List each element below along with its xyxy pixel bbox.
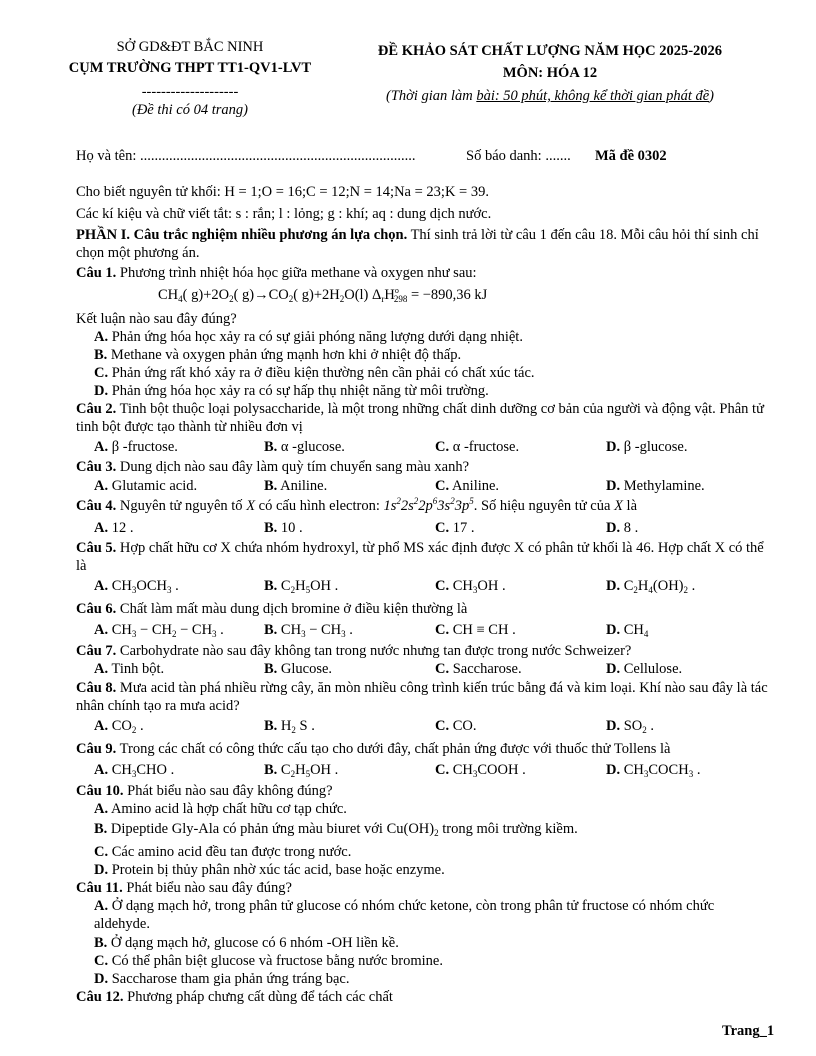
q5-option-c: C. $CH_3OH$ .	[435, 578, 506, 595]
q7-option-d	[606, 660, 682, 678]
q11-stem	[76, 879, 766, 897]
q7-option-a	[94, 660, 164, 678]
option-letter: D.	[94, 383, 109, 399]
option-text: Protein bị thủy phân nhờ xúc tác acid, base hoặc enzyme.	[111, 862, 445, 878]
q7-label: Câu 7.	[76, 643, 117, 659]
option-letter: D.	[94, 862, 109, 878]
option-text: Ở dạng mạch hở, trong phân tử glucose có nhóm chức ketone, còn trong phân tử fructose có nhóm chức aldehyde.	[94, 898, 715, 932]
part1-title: PHẦN I. Câu trắc nghiệm nhiều phương án lựa chọn.	[76, 227, 408, 243]
part1-heading	[76, 226, 776, 262]
q11-label: Câu 11.	[76, 880, 123, 896]
header-divider: --------------------	[141, 84, 239, 100]
option-text: Methane và oxygen phản ứng mạnh hơn khi ở nhiệt độ thấp.	[110, 347, 462, 363]
option-letter: C.	[435, 520, 450, 536]
option-text: Glutamic acid.	[111, 478, 198, 494]
exam-code: Mã đề 0302	[595, 148, 667, 164]
department-name: SỞ GD&ĐT BẮC NINH	[116, 39, 264, 55]
option-letter: A.	[94, 439, 109, 455]
option-text: β -glucose.	[623, 439, 688, 455]
time-suffix: )	[709, 88, 715, 104]
q11-option-c	[94, 952, 443, 970]
option-letter: C.	[94, 365, 109, 381]
q1-stem	[76, 264, 766, 282]
q1-option-a	[94, 328, 523, 346]
option-letter: D.	[606, 762, 621, 778]
q7-option-c	[435, 660, 522, 678]
option-letter: B.	[94, 821, 108, 837]
q7-text: Carbohydrate nào sau đây không tan trong nước nhưng tan được trong nước Schweizer?	[116, 643, 632, 659]
atomic-mass-values: H = 1;O = 16;C = 12;N = 14;Na = 23;K = 39	[224, 184, 486, 200]
q3-option-c	[435, 477, 499, 495]
q3-option-a	[94, 477, 197, 495]
option-text: Tinh bột.	[111, 661, 165, 677]
option-text: 17 .	[452, 520, 475, 536]
option-letter: B.	[94, 347, 108, 363]
q4-label: Câu 4.	[76, 498, 117, 514]
q10-option-d	[94, 861, 445, 879]
q3-option-d	[606, 477, 705, 495]
q1-equation: $CH_4$( $g)+2O_2$( $g)\to CO_2$( $g)+2H_2O(l)$ $\Delta_rH^o_{298} = -890,36$ kJ	[158, 286, 488, 304]
q6-label: Câu 6.	[76, 601, 117, 617]
q2-option-a	[94, 438, 178, 456]
page-count-note: (Đề thi có 04 trang)	[132, 102, 248, 118]
time-underlined: bài: 50 phút, không kể thời gian phát đề	[476, 88, 710, 104]
q11-option-a	[94, 897, 764, 933]
q11-option-d	[94, 970, 350, 988]
option-letter: C.	[435, 622, 450, 638]
option-text: Phản ứng rất khó xảy ra ở điều kiện thường nên cần phải có chất xúc tác.	[111, 365, 535, 381]
option-letter: A.	[94, 898, 109, 914]
q9-option-b: B. $C_2H_5OH$ .	[264, 762, 339, 779]
option-letter: D.	[606, 661, 621, 677]
q4-text-d: là	[622, 498, 638, 514]
option-letter: B.	[264, 622, 278, 638]
q10-label: Câu 10.	[76, 783, 124, 799]
q12-stem	[76, 988, 766, 1006]
option-letter: B.	[264, 578, 278, 594]
q9-option-a: A. $CH_3CHO$ .	[94, 762, 175, 779]
q3-label: Câu 3.	[76, 459, 117, 475]
option-text: Có thể phân biệt glucose và fructose bằng nước bromine.	[111, 953, 443, 969]
q8-stem	[76, 679, 776, 715]
option-letter: D.	[606, 622, 621, 638]
option-text: Saccharose.	[452, 661, 522, 677]
q5-label: Câu 5.	[76, 540, 117, 556]
q1-option-b	[94, 346, 461, 364]
q4-option-c	[435, 519, 474, 537]
q1-text: Phương trình nhiệt hóa học giữa methane và oxygen như sau:	[116, 265, 477, 281]
option-text: Methylamine.	[623, 478, 705, 494]
option-letter: C.	[435, 439, 450, 455]
option-letter: D.	[94, 971, 109, 987]
q7-option-b	[264, 660, 332, 678]
q1-option-d	[94, 382, 489, 400]
option-letter: D.	[606, 578, 621, 594]
option-letter: D.	[606, 478, 621, 494]
option-letter: B.	[264, 718, 278, 734]
q8-option-b: B. $H_2$ S .	[264, 718, 315, 735]
q6-stem	[76, 600, 766, 618]
q10-option-a	[94, 800, 347, 818]
q8-option-c: C. CO.	[435, 718, 477, 734]
option-text: 10 .	[280, 520, 303, 536]
q4-option-d	[606, 519, 638, 537]
q10-option-c	[94, 843, 351, 861]
q9-option-c: C. $CH_3COOH$ .	[435, 762, 526, 779]
option-letter: A.	[94, 520, 109, 536]
q2-option-d	[606, 438, 687, 456]
school-name: CỤM TRƯỜNG THPT TT1-QV1-LVT	[68, 60, 312, 76]
q8-option-a: A. $CO_2$ .	[94, 718, 144, 735]
exam-title: ĐỀ KHẢO SÁT CHẤT LƯỢNG NĂM HỌC 2025-2026	[377, 43, 723, 59]
q1-enthalpy-value: −890,36 kJ	[422, 287, 488, 303]
option-letter: A.	[94, 329, 109, 345]
q3-text: Dung dịch nào sau đây làm quỳ tím chuyển sang màu xanh?	[116, 459, 470, 475]
q9-label: Câu 9.	[76, 741, 117, 757]
option-text: Phản ứng hóa học xảy ra có sự hấp thụ nhiệt năng từ môi trường.	[111, 383, 489, 399]
option-text: Phản ứng hóa học xảy ra có sự giải phóng năng lượng dưới dạng nhiệt.	[111, 329, 523, 345]
option-letter: D.	[606, 718, 621, 734]
option-letter: B.	[264, 439, 278, 455]
student-name-field: Họ và tên: ............................................................................	[76, 148, 416, 164]
option-text: 8 .	[623, 520, 639, 536]
part1-instruction: Thí sinh trả lời từ câu 1 đến câu 18. Mỗi câu hỏi thí sinh chỉ chọn một phương án.	[76, 227, 759, 261]
q6-option-b: B. $CH_3 - CH_3$ .	[264, 622, 353, 639]
option-text: Aniline.	[451, 478, 500, 494]
q4-stem: Câu 4. Nguyên tử nguyên tố X có cấu hình electron: $1s^22s^22p^63s^23p^5$. Số hiệu nguyên tử của X là	[76, 496, 638, 514]
symbols-line: Các kí kiệu và chữ viết tắt: s : rắn; l : lỏng; g : khí; aq : dung dịch nước.	[76, 206, 492, 222]
q5-option-b: B. $C_2H_5OH$ .	[264, 578, 339, 595]
q9-text: Trong các chất có công thức cấu tạo cho dưới đây, chất phản ứng được với thuốc thử Tollens là	[116, 741, 671, 757]
option-letter: A.	[94, 801, 109, 817]
atomic-mass-line: Cho biết nguyên tử khối: H = 1;O = 16;C = 12;N = 14;Na = 23;K = 39.	[76, 184, 489, 200]
q3-stem	[76, 458, 766, 476]
page-number: Trang_1	[722, 1023, 775, 1039]
option-letter: B.	[264, 478, 278, 494]
subject-title: MÔN: HÓA 12	[502, 65, 598, 81]
q1-label: Câu 1.	[76, 265, 117, 281]
q10-option-b: B. Dipeptide Gly-Ala có phản ứng màu biuret với $Cu(OH)_2$ trong môi trường kiềm.	[94, 821, 578, 838]
q5-option-a: A. $CH_3OCH_3$ .	[94, 578, 179, 595]
q9-option-d: D. $CH_3COCH_3$ .	[606, 762, 701, 779]
option-letter: C.	[94, 953, 109, 969]
option-text: Ở dạng mạch hở, glucose có 6 nhóm -OH liền kề.	[110, 935, 399, 951]
q4-electron-config: $1s^22s^22p^63s^23p^5$	[383, 496, 474, 514]
q12-text: Phương pháp chưng cất dùng để tách các chất	[123, 989, 393, 1005]
option-letter: A.	[94, 718, 109, 734]
option-letter: A.	[94, 762, 109, 778]
q9-stem	[76, 740, 766, 758]
q4-option-a	[94, 519, 133, 537]
q11-option-b	[94, 934, 399, 952]
q6-option-a: A. $CH_3 - CH_2 - CH_3$ .	[94, 622, 224, 639]
option-text: β -fructose.	[111, 439, 178, 455]
option-letter: A.	[94, 622, 109, 638]
q4-text-a: Nguyên tử nguyên tố	[116, 498, 247, 514]
q1-option-c	[94, 364, 535, 382]
option-letter: D.	[606, 520, 621, 536]
option-text: 12 .	[111, 520, 134, 536]
q2-text: Tinh bột thuộc loại polysaccharide, là một trong những chất dinh dưỡng cơ bản của người và động vật. Phân tử tinh bột được tạo thành từ nhiều đơn vị	[76, 401, 764, 435]
option-letter: C.	[435, 478, 450, 494]
q6-option-d: D. $CH_4$	[606, 622, 649, 639]
option-letter: B.	[264, 762, 278, 778]
q6-text: Chất làm mất màu dung dịch bromine ở điều kiện thường là	[116, 601, 468, 617]
q4-text-b: có cấu hình electron:	[255, 498, 384, 514]
option-letter: B.	[264, 520, 278, 536]
q2-label: Câu 2.	[76, 401, 117, 417]
q2-option-b	[264, 438, 345, 456]
q5-option-d: D. $C_2H_4(OH)_2$ .	[606, 578, 696, 595]
option-text: Amino acid là hợp chất hữu cơ tạp chức.	[110, 801, 347, 817]
q11-text: Phát biểu nào sau đây đúng?	[122, 880, 292, 896]
option-text: Glucose.	[280, 661, 333, 677]
q2-stem	[76, 400, 776, 436]
q4-option-b	[264, 519, 303, 537]
q8-option-d: D. $SO_2$ .	[606, 718, 655, 735]
option-letter: B.	[264, 661, 278, 677]
q10-stem	[76, 782, 766, 800]
option-letter: C.	[435, 718, 450, 734]
q8-label: Câu 8.	[76, 680, 117, 696]
option-letter: C.	[94, 844, 109, 860]
option-text: Aniline.	[280, 478, 328, 494]
q4-text-c: . Số hiệu nguyên tử của	[473, 498, 615, 514]
option-text: Các amino acid đều tan được trong nước.	[111, 844, 352, 860]
time-prefix: (Thời gian làm	[385, 88, 477, 104]
q8-text: Mưa acid tàn phá nhiều rừng cây, ăn mòn nhiều công trình kiến trúc bằng đá và kim loại. Khí nào sau đây là tác nhân chính tạo ra mưa acid?	[76, 680, 768, 714]
time-note	[330, 87, 770, 105]
option-letter: A.	[94, 578, 109, 594]
q5-stem	[76, 539, 776, 575]
option-letter: A.	[94, 661, 109, 677]
student-id-field: Số báo danh: .......	[466, 148, 571, 164]
option-text: Dipeptide Gly-Ala có phản ứng màu biuret với	[110, 821, 387, 837]
atomic-mass-prefix: Cho biết nguyên tử khối:	[76, 184, 225, 200]
option-letter: C.	[435, 762, 450, 778]
option-text: α -glucose.	[280, 439, 345, 455]
option-text: α -fructose.	[452, 439, 520, 455]
q3-option-b	[264, 477, 327, 495]
q1-follow: Kết luận nào sau đây đúng?	[76, 311, 237, 327]
option-letter: D.	[606, 439, 621, 455]
q12-label: Câu 12.	[76, 989, 124, 1005]
option-text-post: trong môi trường kiềm.	[438, 821, 578, 837]
q6-option-c: C. CH ≡ CH .	[435, 622, 516, 638]
option-letter: C.	[435, 661, 450, 677]
option-text: Saccharose tham gia phản ứng tráng bạc.	[111, 971, 350, 987]
option-letter: A.	[94, 478, 109, 494]
q10-text: Phát biểu nào sau đây không đúng?	[123, 783, 333, 799]
option-text: Cellulose.	[623, 661, 683, 677]
q7-stem	[76, 642, 766, 660]
option-letter: B.	[94, 935, 108, 951]
q5-text: Hợp chất hữu cơ X chứa nhóm hydroxyl, từ phổ MS xác định được X có phân tử khối là 46. Hợp chất X có thể là	[76, 540, 764, 574]
q2-option-c	[435, 438, 519, 456]
option-letter: C.	[435, 578, 450, 594]
